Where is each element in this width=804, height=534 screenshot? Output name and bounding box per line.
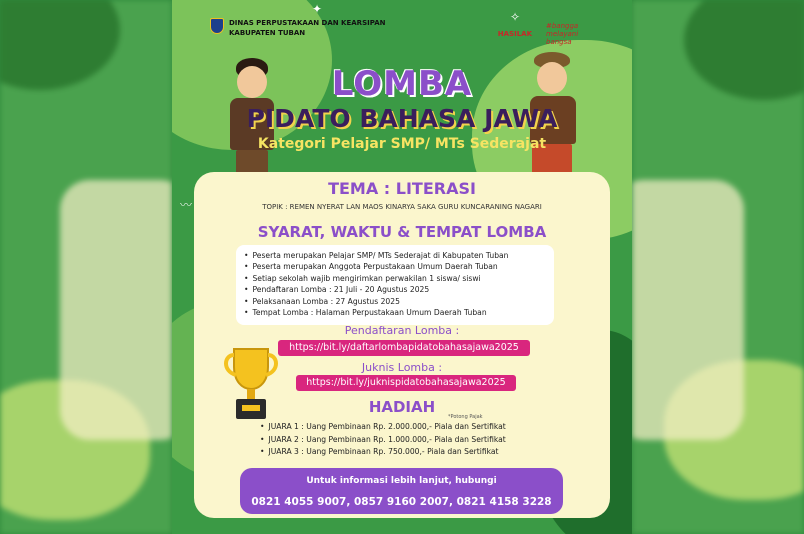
hadiah-note: *Potong Pajak	[448, 414, 483, 420]
title-main: LOMBA	[331, 64, 473, 104]
syarat-list	[236, 245, 554, 325]
tema-heading: TEMA : LITERASI	[328, 179, 476, 198]
agency-line2: KABUPATEN TUBAN	[229, 29, 306, 37]
contact-box	[240, 468, 563, 514]
bangga-logo: #bangga melayani bangsa	[546, 22, 579, 46]
list-item: • Pelaksanaan Lomba : 27 Agustus 2025	[244, 296, 548, 307]
hadiah-list	[256, 421, 556, 461]
sparkle-icon: ✦	[312, 2, 323, 16]
blurred-left-panel	[0, 0, 172, 534]
list-item: • Pendaftaran Lomba : 21 Juli - 20 Agustus 2025	[244, 284, 548, 295]
list-item: • JUARA 2 : Uang Pembinaan Rp. 1.000.000,- Piala dan Sertifikat	[260, 434, 556, 447]
list-item: • Peserta merupakan Pelajar SMP/ MTs Sederajat di Kabupaten Tuban	[244, 250, 548, 261]
syarat-heading: SYARAT, WAKTU & TEMPAT LOMBA	[257, 223, 547, 241]
hasilak-logo: HASILAK	[497, 30, 532, 38]
list-item: • Setiap sekolah wajib mengirimkan perwakilan 1 siswa/ siswi	[244, 273, 548, 284]
sparkle-icon: 〰	[180, 198, 193, 212]
list-item: • JUARA 1 : Uang Pembinaan Rp. 2.000.000,- Piala dan Sertifikat	[260, 421, 556, 434]
pendaftaran-link[interactable]: https://bit.ly/daftarlombapidatobahasajawa2025	[278, 340, 530, 356]
blurred-right-panel	[632, 0, 804, 534]
sparkle-icon: ✧	[510, 10, 521, 24]
hadiah-heading: HADIAH	[368, 398, 436, 416]
juknis-link[interactable]: https://bit.ly/juknispidatobahasajawa2025	[296, 375, 516, 391]
list-item: • Peserta merupakan Anggota Perpustakaan Umum Daerah Tuban	[244, 261, 548, 272]
poster	[172, 0, 632, 534]
tema-topik: TOPIK : REMEN NYERAT LAN MAOS KINARYA SAKA GURU KUNCARANING NAGARI	[262, 203, 542, 211]
list-item: • Tempat Lomba : Halaman Perpustakaan Umum Daerah Tuban	[244, 307, 548, 318]
contact-line1: Untuk informasi lebih lanjut, hubungi	[306, 476, 497, 486]
list-item: • JUARA 3 : Uang Pembinaan Rp. 750.000,- Piala dan Sertifikat	[260, 446, 556, 459]
crest-icon	[210, 18, 224, 34]
partner-logos	[498, 22, 594, 46]
juknis-label: Juknis Lomba :	[361, 361, 443, 374]
agency-header	[210, 18, 385, 38]
title-category: Kategori Pelajar SMP/ MTs Sederajat	[257, 136, 547, 152]
agency-line1: DINAS PERPUSTAKAAN DAN KEARSIPAN	[229, 19, 386, 27]
pendaftaran-label: Pendaftaran Lomba :	[344, 324, 460, 337]
title-sub: PIDATO BAHASA JAWA	[246, 104, 558, 133]
contact-phones: 0821 4055 9007, 0857 9160 2007, 0821 4158 3228	[251, 496, 552, 508]
